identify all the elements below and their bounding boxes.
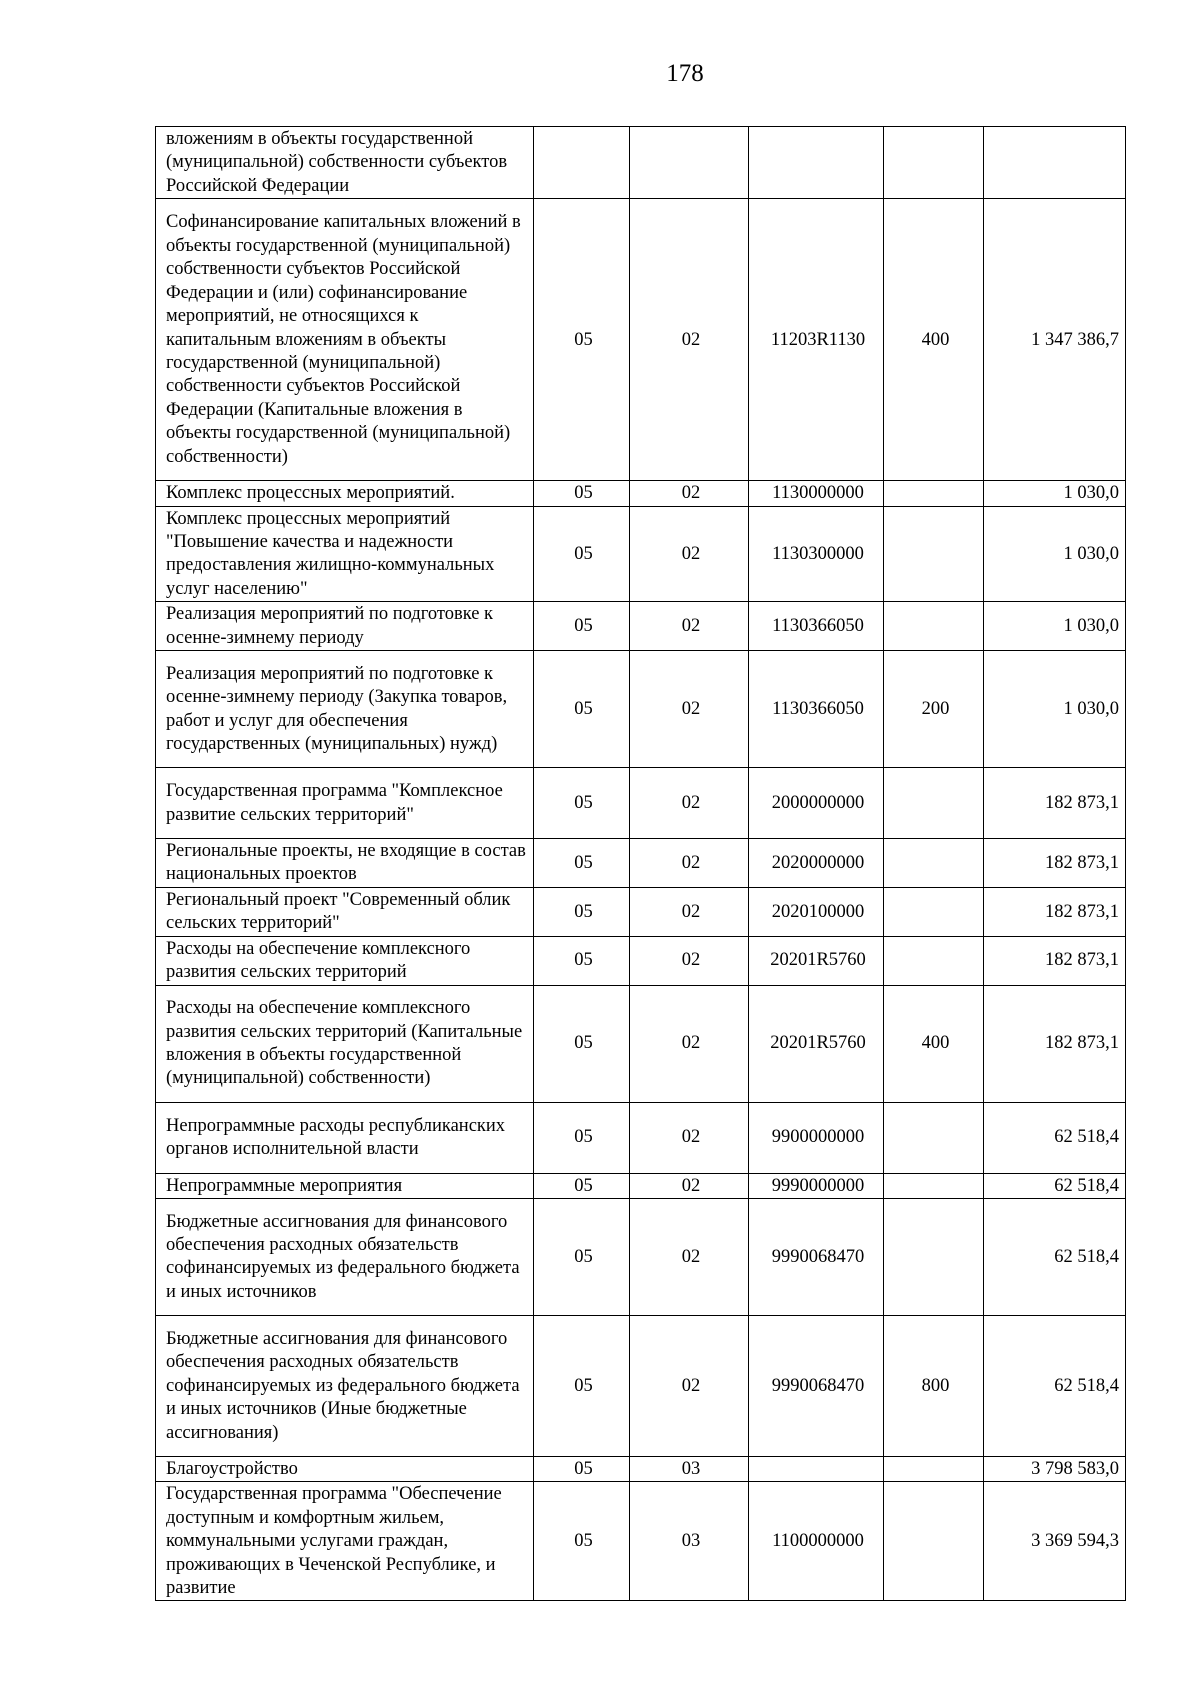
target-article-code: 1130000000 <box>749 481 884 506</box>
table-row <box>156 481 1126 506</box>
row-description: вложениям в объекты государственной (муниципальной) собственности субъектов Российской Федерации <box>156 127 534 199</box>
subsection-code: 02 <box>630 768 749 839</box>
table-row <box>156 839 1126 888</box>
amount: 182 873,1 <box>984 839 1126 888</box>
section-code: 05 <box>534 839 630 888</box>
section-code: 05 <box>534 936 630 985</box>
section-code: 05 <box>534 1102 630 1173</box>
subsection-code: 02 <box>630 985 749 1102</box>
expense-type-code <box>884 1482 984 1601</box>
row-description: Государственная программа "Комплексное развитие сельских территорий" <box>156 768 534 839</box>
subsection-code: 02 <box>630 602 749 651</box>
subsection-code: 02 <box>630 936 749 985</box>
table-row <box>156 887 1126 936</box>
amount: 1 347 386,7 <box>984 199 1126 481</box>
subsection-code: 03 <box>630 1456 749 1481</box>
section-code: 05 <box>534 506 630 602</box>
target-article-code: 2000000000 <box>749 768 884 839</box>
table-row <box>156 602 1126 651</box>
table-row <box>156 1315 1126 1456</box>
table-row <box>156 127 1126 199</box>
row-description: Комплекс процессных мероприятий. <box>156 481 534 506</box>
section-code: 05 <box>534 768 630 839</box>
target-article-code: 9900000000 <box>749 1102 884 1173</box>
expense-type-code <box>884 936 984 985</box>
subsection-code: 02 <box>630 839 749 888</box>
amount: 3 798 583,0 <box>984 1456 1126 1481</box>
expense-type-code <box>884 1456 984 1481</box>
target-article-code: 20201R5760 <box>749 936 884 985</box>
table-row <box>156 768 1126 839</box>
row-description: Расходы на обеспечение комплексного развития сельских территорий (Капитальные вложения в объекты государственной (муниципальной) собственности) <box>156 985 534 1102</box>
section-code: 05 <box>534 1173 630 1198</box>
row-description: Региональные проекты, не входящие в состав национальных проектов <box>156 839 534 888</box>
target-article-code <box>749 1456 884 1481</box>
target-article-code: 2020100000 <box>749 887 884 936</box>
section-code: 05 <box>534 602 630 651</box>
subsection-code: 02 <box>630 1173 749 1198</box>
amount: 182 873,1 <box>984 887 1126 936</box>
subsection-code: 03 <box>630 1482 749 1601</box>
target-article-code: 1130366050 <box>749 602 884 651</box>
amount: 182 873,1 <box>984 768 1126 839</box>
row-description: Непрограммные расходы республиканских органов исполнительной власти <box>156 1102 534 1173</box>
table-row <box>156 936 1126 985</box>
expense-type-code <box>884 481 984 506</box>
row-description: Непрограммные мероприятия <box>156 1173 534 1198</box>
section-code: 05 <box>534 1315 630 1456</box>
amount <box>984 127 1126 199</box>
section-code: 05 <box>534 651 630 768</box>
expense-type-code <box>884 1173 984 1198</box>
section-code: 05 <box>534 887 630 936</box>
amount: 1 030,0 <box>984 506 1126 602</box>
table-row <box>156 651 1126 768</box>
row-description: Расходы на обеспечение комплексного развития сельских территорий <box>156 936 534 985</box>
target-article-code: 9990000000 <box>749 1173 884 1198</box>
amount: 1 030,0 <box>984 481 1126 506</box>
expense-type-code <box>884 839 984 888</box>
amount: 62 518,4 <box>984 1198 1126 1315</box>
table-row <box>156 199 1126 481</box>
row-description: Реализация мероприятий по подготовке к осенне-зимнему периоду <box>156 602 534 651</box>
table-row <box>156 1456 1126 1481</box>
budget-table <box>155 126 1126 1601</box>
subsection-code: 02 <box>630 481 749 506</box>
subsection-code: 02 <box>630 1315 749 1456</box>
amount: 62 518,4 <box>984 1102 1126 1173</box>
target-article-code: 9990068470 <box>749 1198 884 1315</box>
row-description: Софинансирование капитальных вложений в объекты государственной (муниципальной) собственности субъектов Российской Федерации и (или) софинансирование мероприятий, не относящихся к капитальным вложениям в объекты государственной (муниципальной) собственности субъектов Российской Федерации (Капитальные вложения в объекты государственной (муниципальной) собственности) <box>156 199 534 481</box>
expense-type-code <box>884 1198 984 1315</box>
expense-type-code: 400 <box>884 199 984 481</box>
row-description: Реализация мероприятий по подготовке к осенне-зимнему периоду (Закупка товаров, работ и услуг для обеспечения государственных (муниципальных) нужд) <box>156 651 534 768</box>
target-article-code: 20201R5760 <box>749 985 884 1102</box>
table-row <box>156 506 1126 602</box>
target-article-code: 1130366050 <box>749 651 884 768</box>
row-description: Благоустройство <box>156 1456 534 1481</box>
expense-type-code <box>884 602 984 651</box>
target-article-code: 9990068470 <box>749 1315 884 1456</box>
expense-type-code: 400 <box>884 985 984 1102</box>
section-code: 05 <box>534 1482 630 1601</box>
subsection-code: 02 <box>630 651 749 768</box>
expense-type-code <box>884 1102 984 1173</box>
section-code <box>534 127 630 199</box>
amount: 62 518,4 <box>984 1173 1126 1198</box>
subsection-code: 02 <box>630 887 749 936</box>
subsection-code <box>630 127 749 199</box>
page-number: 178 <box>666 60 704 87</box>
amount: 3 369 594,3 <box>984 1482 1126 1601</box>
target-article-code: 1100000000 <box>749 1482 884 1601</box>
section-code: 05 <box>534 1456 630 1481</box>
section-code: 05 <box>534 199 630 481</box>
row-description: Бюджетные ассигнования для финансового обеспечения расходных обязательств софинансируемых из федерального бюджета и иных источников <box>156 1198 534 1315</box>
expense-type-code <box>884 506 984 602</box>
row-description: Комплекс процессных мероприятий "Повышение качества и надежности предоставления жилищно-коммунальных услуг населению" <box>156 506 534 602</box>
expense-type-code <box>884 127 984 199</box>
expense-type-code: 200 <box>884 651 984 768</box>
subsection-code: 02 <box>630 1198 749 1315</box>
section-code: 05 <box>534 985 630 1102</box>
table-row <box>156 1173 1126 1198</box>
amount: 1 030,0 <box>984 602 1126 651</box>
target-article-code: 2020000000 <box>749 839 884 888</box>
row-description: Региональный проект "Современный облик сельских территорий" <box>156 887 534 936</box>
table-row <box>156 985 1126 1102</box>
table-row <box>156 1198 1126 1315</box>
target-article-code: 1130300000 <box>749 506 884 602</box>
subsection-code: 02 <box>630 506 749 602</box>
row-description: Государственная программа "Обеспечение доступным и комфортным жильем, коммунальными услугами граждан, проживающих в Чеченской Республике, и развитие <box>156 1482 534 1601</box>
expense-type-code <box>884 887 984 936</box>
amount: 1 030,0 <box>984 651 1126 768</box>
expense-type-code: 800 <box>884 1315 984 1456</box>
target-article-code <box>749 127 884 199</box>
section-code: 05 <box>534 1198 630 1315</box>
amount: 182 873,1 <box>984 936 1126 985</box>
amount: 182 873,1 <box>984 985 1126 1102</box>
section-code: 05 <box>534 481 630 506</box>
subsection-code: 02 <box>630 199 749 481</box>
table-row <box>156 1482 1126 1601</box>
subsection-code: 02 <box>630 1102 749 1173</box>
target-article-code: 11203R1130 <box>749 199 884 481</box>
amount: 62 518,4 <box>984 1315 1126 1456</box>
table-row <box>156 1102 1126 1173</box>
row-description: Бюджетные ассигнования для финансового обеспечения расходных обязательств софинансируемых из федерального бюджета и иных источников (Иные бюджетные ассигнования) <box>156 1315 534 1456</box>
expense-type-code <box>884 768 984 839</box>
